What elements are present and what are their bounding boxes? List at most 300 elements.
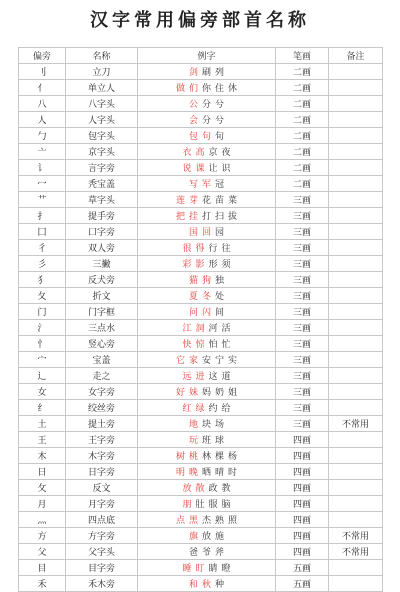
table-row: [19, 224, 383, 240]
example-char: 园: [215, 228, 225, 238]
radical-cell: 土: [19, 416, 66, 432]
radical-name-cell: 女字旁: [66, 384, 138, 400]
highlighted-example-char: 玩: [188, 436, 198, 446]
highlighted-example-char: 得: [195, 244, 205, 254]
radical-cell: 木: [19, 448, 66, 464]
table-row: [19, 448, 383, 464]
radical-name-cell: 反文: [66, 480, 138, 496]
radical-cell: 人: [19, 112, 66, 128]
examples-cell: [138, 336, 276, 352]
strokes-cell: 四画: [276, 496, 329, 512]
note-cell: [329, 336, 383, 352]
highlighted-example-char: 问: [188, 308, 198, 318]
highlighted-example-char: 公: [188, 100, 198, 110]
example-char: 林: [201, 452, 211, 462]
page-title: 汉字常用偏旁部首名称: [90, 10, 310, 31]
table-row: [19, 64, 383, 80]
radical-name-cell: 门字框: [66, 304, 138, 320]
highlighted-example-char: 明: [175, 468, 185, 478]
table-row: [19, 464, 383, 480]
example-char: 爸: [188, 548, 198, 558]
table-row: [19, 320, 383, 336]
radical-cell: 亻: [19, 80, 66, 96]
highlighted-example-char: 红: [182, 404, 192, 414]
highlighted-example-char: 高: [195, 148, 205, 158]
highlighted-example-char: 冬: [201, 292, 211, 302]
radical-cell: 犭: [19, 272, 66, 288]
examples-cell: [138, 240, 276, 256]
example-char: 列: [215, 68, 225, 78]
header-note: 备注: [329, 48, 383, 64]
header-name: 名称: [66, 48, 138, 64]
examples-cell: [138, 96, 276, 112]
radical-name-cell: 父字头: [66, 544, 138, 560]
radical-name-cell: 反犬旁: [66, 272, 138, 288]
strokes-cell: 二画: [276, 160, 329, 176]
examples-cell: [138, 544, 276, 560]
radical-name-cell: 言字旁: [66, 160, 138, 176]
example-char: 旬: [215, 132, 225, 142]
radical-name-cell: 八字头: [66, 96, 138, 112]
example-char: 斧: [215, 548, 225, 558]
strokes-cell: 三画: [276, 256, 329, 272]
note-cell: [329, 368, 383, 384]
table-row: [19, 528, 383, 544]
example-char: 花: [201, 196, 211, 206]
radical-cell: 八: [19, 96, 66, 112]
strokes-cell: 三画: [276, 400, 329, 416]
highlighted-example-char: 把: [175, 212, 185, 222]
strokes-cell: 四画: [276, 528, 329, 544]
radical-cell: 彳: [19, 240, 66, 256]
highlighted-example-char: 说: [182, 164, 192, 174]
table-row: [19, 240, 383, 256]
strokes-cell: 三画: [276, 208, 329, 224]
highlighted-example-char: 回: [201, 228, 211, 238]
strokes-cell: 三画: [276, 368, 329, 384]
example-char: 打: [201, 212, 211, 222]
table-row: [19, 192, 383, 208]
examples-cell: [138, 224, 276, 240]
radical-cell: 禾: [19, 576, 66, 592]
highlighted-example-char: 它: [175, 356, 185, 366]
highlighted-example-char: 猫: [188, 276, 198, 286]
example-char: 忙: [221, 340, 231, 350]
radical-cell: 门: [19, 304, 66, 320]
note-cell: 不常用: [329, 544, 383, 560]
radical-name-cell: 立刀: [66, 64, 138, 80]
examples-cell: [138, 400, 276, 416]
strokes-cell: 三画: [276, 336, 329, 352]
radical-name-cell: 包字头: [66, 128, 138, 144]
note-cell: [329, 400, 383, 416]
examples-cell: [138, 256, 276, 272]
highlighted-example-char: 家: [188, 356, 198, 366]
example-char: 瞪: [221, 564, 231, 574]
example-char: 兮: [215, 116, 225, 126]
table-row: [19, 560, 383, 576]
radical-cell: 勹: [19, 128, 66, 144]
example-char: 肚: [195, 500, 205, 510]
examples-cell: [138, 384, 276, 400]
note-cell: [329, 320, 383, 336]
highlighted-example-char: 江: [182, 324, 192, 334]
strokes-cell: 四画: [276, 480, 329, 496]
example-char: 杨: [228, 452, 238, 462]
example-char: 政: [208, 484, 218, 494]
highlighted-example-char: 快: [182, 340, 192, 350]
highlighted-example-char: 散: [195, 484, 205, 494]
example-char: 爷: [201, 548, 211, 558]
example-char: 照: [228, 516, 238, 526]
table-row: [19, 208, 383, 224]
example-char: 处: [215, 292, 225, 302]
radical-cell: 月: [19, 496, 66, 512]
examples-cell: [138, 352, 276, 368]
example-char: 睛: [208, 564, 218, 574]
radical-name-cell: 月字旁: [66, 496, 138, 512]
note-cell: [329, 96, 383, 112]
strokes-cell: 三画: [276, 224, 329, 240]
radical-name-cell: 秃宝盖: [66, 176, 138, 192]
examples-cell: [138, 160, 276, 176]
example-char: 熟: [215, 516, 225, 526]
highlighted-example-char: 课: [195, 164, 205, 174]
note-cell: [329, 128, 383, 144]
radical-name-cell: 禾木旁: [66, 576, 138, 592]
example-char: 独: [215, 276, 225, 286]
radical-name-cell: 京字头: [66, 144, 138, 160]
note-cell: [329, 512, 383, 528]
highlighted-example-char: 们: [188, 84, 198, 94]
radical-cell: 扌: [19, 208, 66, 224]
highlighted-example-char: 芽: [188, 196, 198, 206]
table-row: [19, 416, 383, 432]
strokes-cell: 五画: [276, 560, 329, 576]
strokes-cell: 二画: [276, 64, 329, 80]
highlighted-example-char: 点: [175, 516, 185, 526]
examples-cell: [138, 112, 276, 128]
example-char: 班: [201, 436, 211, 446]
table-row: [19, 256, 383, 272]
radical-name-cell: 三点水: [66, 320, 138, 336]
highlighted-example-char: 会: [188, 116, 198, 126]
radical-cell: 王: [19, 432, 66, 448]
header-radical: 偏旁: [19, 48, 66, 64]
radical-name-cell: 人字头: [66, 112, 138, 128]
example-char: 教: [221, 484, 231, 494]
highlighted-example-char: 放: [182, 484, 192, 494]
note-cell: [329, 480, 383, 496]
strokes-cell: 四画: [276, 432, 329, 448]
strokes-cell: 三画: [276, 192, 329, 208]
radical-cell: 夂: [19, 288, 66, 304]
note-cell: [329, 112, 383, 128]
highlighted-example-char: 军: [201, 180, 211, 190]
examples-cell: [138, 176, 276, 192]
radical-name-cell: 王字旁: [66, 432, 138, 448]
strokes-cell: 四画: [276, 544, 329, 560]
example-char: 夜: [221, 148, 231, 158]
table-row: [19, 480, 383, 496]
radical-name-cell: 四点底: [66, 512, 138, 528]
strokes-cell: 二画: [276, 144, 329, 160]
strokes-cell: 四画: [276, 512, 329, 528]
strokes-cell: 五画: [276, 576, 329, 592]
example-char: 冠: [215, 180, 225, 190]
radical-cell: 冖: [19, 176, 66, 192]
table-row: [19, 432, 383, 448]
example-char: 杰: [201, 516, 211, 526]
strokes-cell: 三画: [276, 304, 329, 320]
radical-name-cell: 宝盖: [66, 352, 138, 368]
radical-name-cell: 提土旁: [66, 416, 138, 432]
highlighted-example-char: 地: [188, 420, 198, 430]
radical-cell: 囗: [19, 224, 66, 240]
highlighted-example-char: 狗: [201, 276, 211, 286]
highlighted-example-char: 惊: [195, 340, 205, 350]
note-cell: [329, 496, 383, 512]
note-cell: [329, 176, 383, 192]
radical-name-cell: 折文: [66, 288, 138, 304]
example-char: 实: [228, 356, 238, 366]
strokes-cell: 三画: [276, 384, 329, 400]
note-cell: [329, 144, 383, 160]
example-char: 兮: [215, 100, 225, 110]
example-char: 道: [221, 372, 231, 382]
note-cell: [329, 272, 383, 288]
radical-cell: 艹: [19, 192, 66, 208]
example-char: 往: [221, 244, 231, 254]
table-row: [19, 512, 383, 528]
radical-cell: 氵: [19, 320, 66, 336]
example-char: 怕: [208, 340, 218, 350]
radical-name-cell: 口字旁: [66, 224, 138, 240]
examples-cell: [138, 144, 276, 160]
radical-cell: 彡: [19, 256, 66, 272]
strokes-cell: 二画: [276, 96, 329, 112]
note-cell: [329, 432, 383, 448]
example-char: 脑: [221, 500, 231, 510]
example-char: 扫: [215, 212, 225, 222]
header-strokes: 笔画: [276, 48, 329, 64]
example-char: 给: [221, 404, 231, 414]
radical-cell: 宀: [19, 352, 66, 368]
table-body: [19, 64, 383, 592]
radical-cell: 父: [19, 544, 66, 560]
highlighted-example-char: 衣: [182, 148, 192, 158]
example-char: 晴: [215, 468, 225, 478]
strokes-cell: 三画: [276, 352, 329, 368]
highlighted-example-char: 进: [195, 372, 205, 382]
radical-name-cell: 单立人: [66, 80, 138, 96]
example-char: 奶: [215, 388, 225, 398]
examples-cell: [138, 496, 276, 512]
note-cell: 不常用: [329, 416, 383, 432]
note-cell: [329, 448, 383, 464]
note-cell: [329, 384, 383, 400]
highlighted-example-char: 朋: [182, 500, 192, 510]
table-header-row: [19, 48, 383, 64]
note-cell: [329, 208, 383, 224]
examples-cell: [138, 432, 276, 448]
radical-table: [18, 47, 383, 592]
strokes-cell: 二画: [276, 80, 329, 96]
examples-cell: [138, 416, 276, 432]
note-cell: [329, 464, 383, 480]
radical-name-cell: 日字旁: [66, 464, 138, 480]
strokes-cell: 三画: [276, 416, 329, 432]
radical-name-cell: 提手旁: [66, 208, 138, 224]
table-row: [19, 352, 383, 368]
examples-cell: [138, 512, 276, 528]
highlighted-example-char: 国: [188, 228, 198, 238]
highlighted-example-char: 好: [175, 388, 185, 398]
examples-cell: [138, 320, 276, 336]
table-row: [19, 112, 383, 128]
example-char: 间: [215, 308, 225, 318]
example-char: 形: [208, 260, 218, 270]
highlighted-example-char: 夏: [188, 292, 198, 302]
example-char: 京: [208, 148, 218, 158]
radical-name-cell: 目字旁: [66, 560, 138, 576]
highlighted-example-char: 剑: [188, 68, 198, 78]
example-char: 河: [208, 324, 218, 334]
note-cell: [329, 240, 383, 256]
highlighted-example-char: 黑: [188, 516, 198, 526]
highlighted-example-char: 句: [201, 132, 211, 142]
note-cell: [329, 288, 383, 304]
examples-cell: [138, 288, 276, 304]
highlighted-example-char: 远: [182, 372, 192, 382]
radical-cell: 目: [19, 560, 66, 576]
examples-cell: [138, 272, 276, 288]
highlighted-example-char: 闪: [201, 308, 211, 318]
examples-cell: [138, 448, 276, 464]
highlighted-example-char: 洞: [195, 324, 205, 334]
table-row: [19, 160, 383, 176]
table-row: [19, 496, 383, 512]
note-cell: 不常用: [329, 528, 383, 544]
highlighted-example-char: 睡: [182, 564, 192, 574]
example-char: 这: [208, 372, 218, 382]
highlighted-example-char: 旗: [188, 532, 198, 542]
highlighted-example-char: 包: [188, 132, 198, 142]
highlighted-example-char: 妹: [188, 388, 198, 398]
example-char: 活: [221, 324, 231, 334]
radical-name-cell: 木字旁: [66, 448, 138, 464]
radical-name-cell: 走之: [66, 368, 138, 384]
radical-name-cell: 竖心旁: [66, 336, 138, 352]
highlighted-example-char: 影: [195, 260, 205, 270]
note-cell: [329, 304, 383, 320]
example-char: 住: [215, 84, 225, 94]
example-char: 妈: [201, 388, 211, 398]
radical-name-cell: 双人旁: [66, 240, 138, 256]
header-examples: 例字: [138, 48, 276, 64]
table-row: [19, 96, 383, 112]
example-char: 休: [228, 84, 238, 94]
examples-cell: [138, 192, 276, 208]
example-char: 放: [201, 532, 211, 542]
note-cell: [329, 560, 383, 576]
highlighted-example-char: 桃: [188, 452, 198, 462]
example-char: 你: [201, 84, 211, 94]
example-char: 拔: [228, 212, 238, 222]
highlighted-example-char: 和: [188, 580, 198, 590]
radical-name-cell: 绞丝旁: [66, 400, 138, 416]
example-char: 服: [208, 500, 218, 510]
example-char: 施: [215, 532, 225, 542]
radical-cell: 辶: [19, 368, 66, 384]
example-char: 种: [215, 580, 225, 590]
radical-name-cell: 三撇: [66, 256, 138, 272]
table-row: [19, 384, 383, 400]
note-cell: [329, 352, 383, 368]
table-row: [19, 336, 383, 352]
example-char: 晒: [201, 468, 211, 478]
radical-name-cell: 草字头: [66, 192, 138, 208]
radical-cell: 日: [19, 464, 66, 480]
example-char: 分: [201, 116, 211, 126]
examples-cell: [138, 64, 276, 80]
highlighted-example-char: 树: [175, 452, 185, 462]
example-char: 行: [208, 244, 218, 254]
strokes-cell: 二画: [276, 128, 329, 144]
examples-cell: [138, 208, 276, 224]
strokes-cell: 三画: [276, 320, 329, 336]
examples-cell: [138, 304, 276, 320]
radical-cell: 刂: [19, 64, 66, 80]
radical-name-cell: 方字旁: [66, 528, 138, 544]
highlighted-example-char: 晚: [188, 468, 198, 478]
examples-cell: [138, 560, 276, 576]
example-char: 约: [208, 404, 218, 414]
example-char: 刷: [201, 68, 211, 78]
examples-cell: [138, 480, 276, 496]
example-char: 须: [221, 260, 231, 270]
table-row: [19, 288, 383, 304]
highlighted-example-char: 很: [182, 244, 192, 254]
note-cell: [329, 192, 383, 208]
examples-cell: [138, 464, 276, 480]
example-char: 姐: [228, 388, 238, 398]
radical-cell: 纟: [19, 400, 66, 416]
table-row: [19, 368, 383, 384]
strokes-cell: 二画: [276, 176, 329, 192]
radical-cell: 讠: [19, 160, 66, 176]
highlighted-example-char: 做: [175, 84, 185, 94]
note-cell: [329, 256, 383, 272]
strokes-cell: 三画: [276, 240, 329, 256]
example-char: 球: [215, 436, 225, 446]
table-row: [19, 272, 383, 288]
highlighted-example-char: 莲: [175, 196, 185, 206]
highlighted-example-char: 彩: [182, 260, 192, 270]
radical-cell: 灬: [19, 512, 66, 528]
strokes-cell: 三画: [276, 288, 329, 304]
examples-cell: [138, 80, 276, 96]
note-cell: [329, 64, 383, 80]
radical-cell: 忄: [19, 336, 66, 352]
highlighted-example-char: 写: [188, 180, 198, 190]
examples-cell: [138, 528, 276, 544]
example-char: 苗: [215, 196, 225, 206]
strokes-cell: 四画: [276, 464, 329, 480]
example-char: 场: [215, 420, 225, 430]
example-char: 时: [228, 468, 238, 478]
radical-cell: 女: [19, 384, 66, 400]
